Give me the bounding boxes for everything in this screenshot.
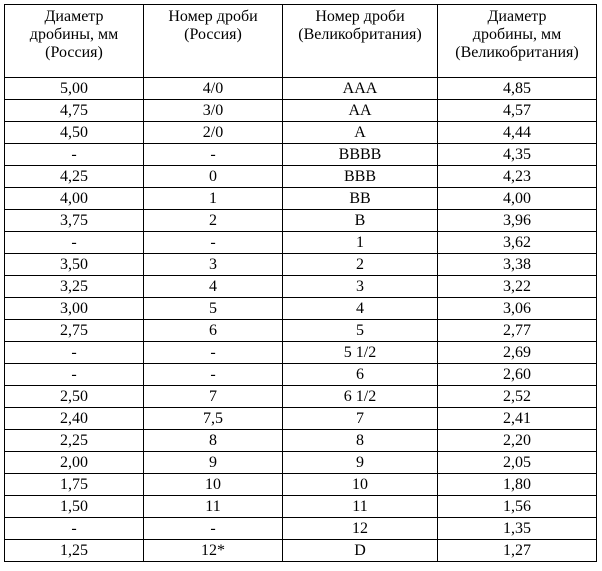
header-diameter-uk bbox=[438, 5, 597, 78]
cell-diameter-uk: 3,22 bbox=[438, 276, 597, 298]
cell-diameter-uk: 4,35 bbox=[438, 144, 597, 166]
table-row bbox=[5, 364, 597, 386]
header-shot-number-russia bbox=[144, 5, 283, 78]
cell-shot-number-russia: 10 bbox=[144, 474, 283, 496]
cell-shot-number-russia: - bbox=[144, 364, 283, 386]
cell-diameter-russia: - bbox=[5, 364, 144, 386]
cell-shot-number-uk: 12 bbox=[283, 518, 438, 540]
cell-shot-number-russia: 4/0 bbox=[144, 78, 283, 100]
cell-diameter-uk: 4,00 bbox=[438, 188, 597, 210]
cell-diameter-uk: 4,85 bbox=[438, 78, 597, 100]
header-shot-number-uk bbox=[283, 5, 438, 78]
header-line: Номер дроби bbox=[315, 8, 405, 25]
table-row bbox=[5, 210, 597, 232]
table-row bbox=[5, 452, 597, 474]
cell-diameter-russia: 5,00 bbox=[5, 78, 144, 100]
cell-shot-number-russia: 6 bbox=[144, 320, 283, 342]
cell-shot-number-uk: 1 bbox=[283, 232, 438, 254]
table-row bbox=[5, 518, 597, 540]
header-line: Номер дроби bbox=[168, 8, 258, 25]
table-header bbox=[5, 5, 597, 78]
cell-shot-number-russia: 7,5 bbox=[144, 408, 283, 430]
table-row bbox=[5, 342, 597, 364]
cell-shot-number-uk: 11 bbox=[283, 496, 438, 518]
table-row bbox=[5, 430, 597, 452]
cell-diameter-russia: 4,00 bbox=[5, 188, 144, 210]
cell-diameter-russia: 1,25 bbox=[5, 540, 144, 562]
cell-diameter-uk: 2,41 bbox=[438, 408, 597, 430]
cell-diameter-uk: 2,69 bbox=[438, 342, 597, 364]
cell-diameter-russia: 1,75 bbox=[5, 474, 144, 496]
cell-shot-number-russia: 3 bbox=[144, 254, 283, 276]
cell-diameter-uk: 1,35 bbox=[438, 518, 597, 540]
cell-shot-number-russia: - bbox=[144, 232, 283, 254]
cell-diameter-russia: 4,75 bbox=[5, 100, 144, 122]
header-line: (Великобритания) bbox=[298, 26, 422, 43]
cell-diameter-russia: 3,25 bbox=[5, 276, 144, 298]
cell-shot-number-uk: D bbox=[283, 540, 438, 562]
cell-shot-number-russia: - bbox=[144, 342, 283, 364]
table-row bbox=[5, 254, 597, 276]
cell-diameter-uk: 3,96 bbox=[438, 210, 597, 232]
table-row bbox=[5, 166, 597, 188]
header-line: Диаметр bbox=[44, 8, 104, 25]
table-row bbox=[5, 540, 597, 562]
cell-shot-number-russia: 4 bbox=[144, 276, 283, 298]
cell-shot-number-uk: 10 bbox=[283, 474, 438, 496]
cell-diameter-uk: 2,05 bbox=[438, 452, 597, 474]
table-row bbox=[5, 100, 597, 122]
cell-diameter-russia: 2,75 bbox=[5, 320, 144, 342]
cell-diameter-russia: - bbox=[5, 144, 144, 166]
cell-diameter-uk: 1,80 bbox=[438, 474, 597, 496]
cell-shot-number-uk: AA bbox=[283, 100, 438, 122]
cell-diameter-russia: 2,50 bbox=[5, 386, 144, 408]
cell-diameter-russia: 1,50 bbox=[5, 496, 144, 518]
header-line: дробины, мм bbox=[472, 26, 562, 43]
cell-shot-number-uk: 3 bbox=[283, 276, 438, 298]
header-line: Диаметр bbox=[487, 8, 547, 25]
cell-diameter-uk: 4,44 bbox=[438, 122, 597, 144]
table-row bbox=[5, 298, 597, 320]
cell-diameter-russia: 3,75 bbox=[5, 210, 144, 232]
cell-shot-number-uk: 5 1/2 bbox=[283, 342, 438, 364]
cell-diameter-uk: 4,57 bbox=[438, 100, 597, 122]
header-line: (Великобритания) bbox=[455, 44, 579, 61]
header-line: (Россия) bbox=[184, 26, 242, 43]
cell-shot-number-uk: 9 bbox=[283, 452, 438, 474]
table-row bbox=[5, 408, 597, 430]
table-row bbox=[5, 474, 597, 496]
cell-diameter-uk: 1,56 bbox=[438, 496, 597, 518]
cell-diameter-russia: - bbox=[5, 232, 144, 254]
cell-diameter-uk: 2,20 bbox=[438, 430, 597, 452]
table-body bbox=[5, 78, 597, 562]
cell-shot-number-russia: 7 bbox=[144, 386, 283, 408]
cell-shot-number-uk: 5 bbox=[283, 320, 438, 342]
cell-shot-number-uk: B bbox=[283, 210, 438, 232]
table-row bbox=[5, 122, 597, 144]
cell-shot-number-russia: 11 bbox=[144, 496, 283, 518]
table-row bbox=[5, 144, 597, 166]
cell-shot-number-russia: 9 bbox=[144, 452, 283, 474]
cell-shot-number-uk: 7 bbox=[283, 408, 438, 430]
cell-diameter-russia: - bbox=[5, 342, 144, 364]
table-row bbox=[5, 78, 597, 100]
cell-diameter-russia: 3,50 bbox=[5, 254, 144, 276]
cell-shot-number-russia: 0 bbox=[144, 166, 283, 188]
cell-diameter-russia: 4,50 bbox=[5, 122, 144, 144]
cell-shot-number-russia: 8 bbox=[144, 430, 283, 452]
cell-diameter-uk: 3,62 bbox=[438, 232, 597, 254]
cell-shot-number-russia: 12* bbox=[144, 540, 283, 562]
table-row bbox=[5, 386, 597, 408]
cell-shot-number-uk: 4 bbox=[283, 298, 438, 320]
cell-shot-number-uk: 6 1/2 bbox=[283, 386, 438, 408]
cell-diameter-uk: 2,60 bbox=[438, 364, 597, 386]
table-row bbox=[5, 276, 597, 298]
table-row bbox=[5, 496, 597, 518]
cell-diameter-russia: 2,00 bbox=[5, 452, 144, 474]
cell-diameter-uk: 3,38 bbox=[438, 254, 597, 276]
cell-diameter-russia: 2,40 bbox=[5, 408, 144, 430]
cell-shot-number-uk: BBBB bbox=[283, 144, 438, 166]
cell-diameter-uk: 4,23 bbox=[438, 166, 597, 188]
cell-diameter-russia: 4,25 bbox=[5, 166, 144, 188]
shot-size-table-container bbox=[4, 4, 596, 564]
table-row bbox=[5, 188, 597, 210]
table-row bbox=[5, 320, 597, 342]
cell-diameter-uk: 1,27 bbox=[438, 540, 597, 562]
cell-shot-number-uk: A bbox=[283, 122, 438, 144]
header-line: дробины, мм bbox=[29, 26, 119, 43]
cell-shot-number-russia: 5 bbox=[144, 298, 283, 320]
cell-diameter-uk: 2,52 bbox=[438, 386, 597, 408]
cell-diameter-russia: 3,00 bbox=[5, 298, 144, 320]
cell-shot-number-russia: 2 bbox=[144, 210, 283, 232]
cell-shot-number-russia: 1 bbox=[144, 188, 283, 210]
cell-shot-number-uk: 6 bbox=[283, 364, 438, 386]
cell-shot-number-russia: - bbox=[144, 518, 283, 540]
header-diameter-russia bbox=[5, 5, 144, 78]
header-line: (Россия) bbox=[45, 44, 103, 61]
shot-size-table bbox=[4, 4, 597, 562]
cell-shot-number-uk: 8 bbox=[283, 430, 438, 452]
cell-diameter-russia: - bbox=[5, 518, 144, 540]
cell-shot-number-uk: AAA bbox=[283, 78, 438, 100]
cell-shot-number-russia: 3/0 bbox=[144, 100, 283, 122]
cell-diameter-russia: 2,25 bbox=[5, 430, 144, 452]
header-row bbox=[5, 5, 597, 78]
cell-shot-number-uk: BB bbox=[283, 188, 438, 210]
table-row bbox=[5, 232, 597, 254]
cell-shot-number-russia: - bbox=[144, 144, 283, 166]
cell-diameter-uk: 3,06 bbox=[438, 298, 597, 320]
cell-shot-number-uk: 2 bbox=[283, 254, 438, 276]
cell-diameter-uk: 2,77 bbox=[438, 320, 597, 342]
cell-shot-number-russia: 2/0 bbox=[144, 122, 283, 144]
cell-shot-number-uk: BBB bbox=[283, 166, 438, 188]
